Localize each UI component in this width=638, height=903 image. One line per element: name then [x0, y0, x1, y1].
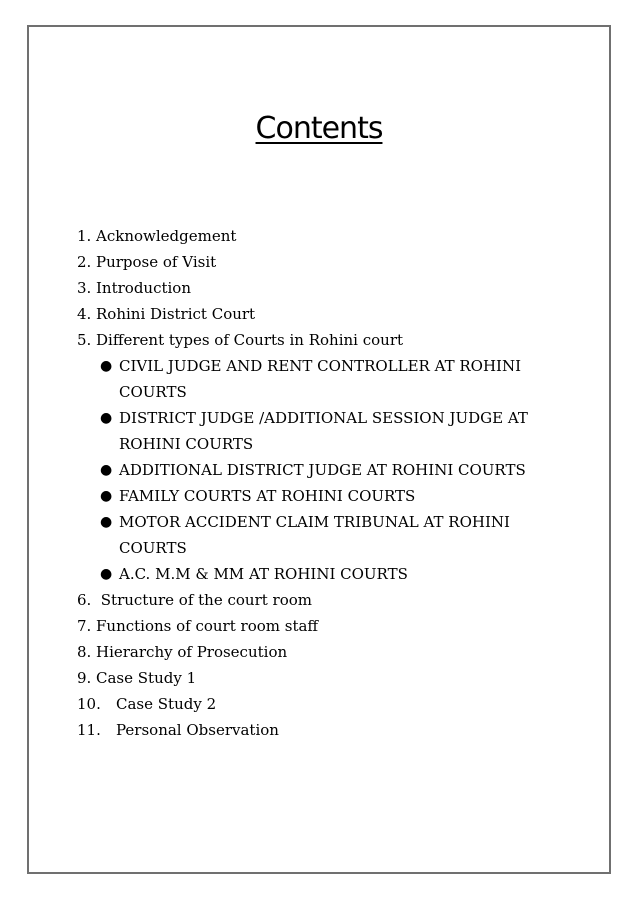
toc-item [77, 616, 318, 636]
bullet-icon: ● [100, 488, 113, 504]
bullet-icon: ● [100, 358, 113, 374]
toc-item-number: 8. [77, 643, 92, 661]
toc-sub-item [100, 353, 570, 405]
toc-sub-item [100, 509, 570, 561]
toc-sub-item [100, 457, 570, 483]
page-title [0, 111, 638, 146]
toc-item [77, 304, 255, 324]
toc-item-number: 7. [77, 617, 92, 635]
toc-sub-item [100, 561, 570, 587]
toc-item-number: 6. [77, 591, 92, 609]
toc-item-number: 2. [77, 253, 92, 271]
toc-item [77, 720, 279, 740]
toc-item-text: Case Study 1 [96, 669, 197, 687]
toc-sub-item-text: MOTOR ACCIDENT CLAIM TRIBUNAL AT ROHINI COURTS [119, 513, 510, 557]
toc-sub-item-text: ADDITIONAL DISTRICT JUDGE AT ROHINI COURTS [119, 461, 526, 479]
toc-item-text: Hierarchy of Prosecution [96, 643, 288, 661]
toc-sub-item-text: DISTRICT JUDGE /ADDITIONAL SESSION JUDGE AT ROHINI COURTS [119, 409, 528, 453]
toc-item-text: Case Study 2 [116, 695, 217, 713]
toc-item-text: Purpose of Visit [96, 253, 217, 271]
toc-item-number: 9. [77, 669, 92, 687]
toc-item-text: Structure of the court room [96, 591, 313, 609]
toc-item-text: Introduction [96, 279, 191, 297]
bullet-icon: ● [100, 462, 113, 478]
toc-item-number: 10. [77, 695, 101, 713]
toc-item [77, 590, 312, 610]
toc-item-text: Rohini District Court [96, 305, 256, 323]
toc-item-number: 4. [77, 305, 92, 323]
toc-item-number: 11. [77, 721, 101, 739]
toc-item-text: Different types of Courts in Rohini court [96, 331, 404, 349]
bullet-icon: ● [100, 566, 113, 582]
bullet-icon: ● [100, 514, 113, 530]
toc-sub-item-text: A.C. M.M & MM AT ROHINI COURTS [119, 565, 408, 583]
toc-item [77, 278, 191, 298]
toc-item [77, 330, 403, 350]
toc-item-number: 3. [77, 279, 92, 297]
toc-item [77, 694, 216, 714]
toc-sub-item-text: CIVIL JUDGE AND RENT CONTROLLER AT ROHINI COURTS [119, 357, 522, 401]
toc-item [77, 226, 236, 246]
toc-item-text: Personal Observation [116, 721, 279, 739]
toc-sub-item [100, 483, 570, 509]
toc-item-number: 1. [77, 227, 92, 245]
toc-item-text: Functions of court room staff [96, 617, 319, 635]
bullet-icon: ● [100, 410, 113, 426]
toc-item [77, 668, 196, 688]
toc-item-text: Acknowledgement [96, 227, 237, 245]
toc-item [77, 252, 216, 272]
toc-sub-item [100, 405, 570, 457]
toc-sub-item-text: FAMILY COURTS AT ROHINI COURTS [119, 487, 416, 505]
page-title-text: Contents [255, 111, 383, 146]
toc-item-number: 5. [77, 331, 92, 349]
toc-item [77, 642, 287, 662]
